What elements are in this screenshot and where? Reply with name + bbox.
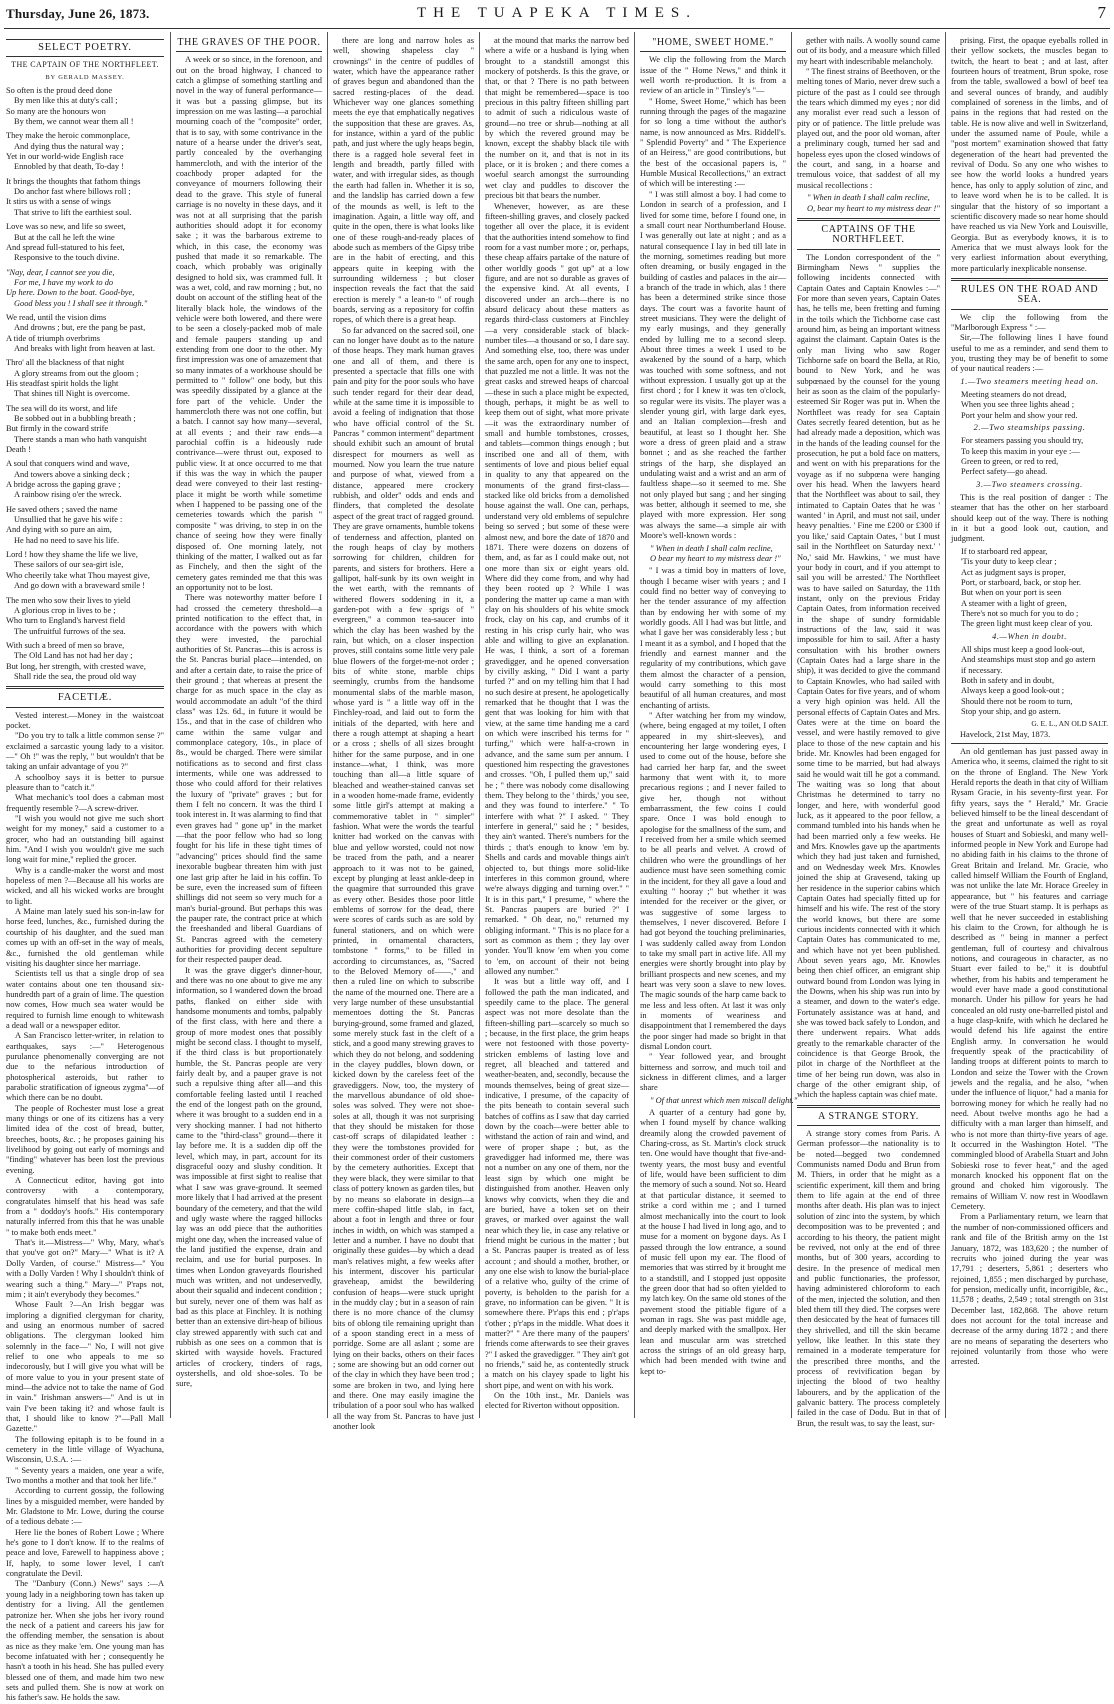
poem-title: THE CAPTAIN OF THE NORTHFLEET. [11, 60, 159, 70]
poem-line: Yet in our world-wide English race [6, 152, 124, 162]
article-paragraph: On the 10th inst., Mr. Daniels was elected for Riverton without opposition. [485, 1391, 629, 1411]
poem-line: A glory streams from out the gloom ; [14, 368, 139, 378]
section-rule [6, 686, 164, 689]
poem-line: We read, until the vision dims [6, 312, 107, 322]
column-5 [640, 36, 798, 1416]
home-sweet-home-title: "HOME, SWEET HOME." [652, 37, 774, 48]
rule-verse-line: Stop your ship, and go astern. [961, 706, 1061, 716]
article-paragraph: From a Parliamentary return, we learn that the number of non-commissioned officers and rank and file of the British army on the 1st January, 1872, was 183,620 ; the number of recruits who joined during the year was 17,791 ; deserters, 5,861 ; deserters who rejoined, 1,855 ; men discharged by purchase, for pension, medically unfit, incorrigible, &c., 11,578 ; deaths, 2,549 ; total strength on 31st December last, 182,868. The above return does not account for the total increase and decrease of the army during 1872 ; and there are no means of separating the deserters who rejoined voluntarily from those who were arrested. [951, 1212, 1108, 1367]
rule-verse-line: if necessary. [961, 665, 1003, 675]
rules-heading: RULES ON THE ROAD AND SEA. [960, 283, 1099, 306]
poem-line: A bridge across the gaping grave ; [6, 480, 121, 490]
masthead [0, 0, 1114, 28]
article-paragraph: " I was a timid boy in matters of love, though I became wiser with years ; and I could find no better way of conveying to her the tender assurance of my affection than by endowing her with some of my worldly goods. All I had was but little, and what I gave her was considerably less ; but I meant it as a symbol, and I hoped that the friendly and earnest manner and the regularity of my contributions, which gave them almost the character of a pension, would carry something to this most beautiful of all human creatures, and most enchanting of artists. [640, 566, 786, 710]
facetiae-paragraph: Vested interest.—Money in the waistcoat pocket. [6, 710, 164, 730]
facetiae-paragraph: A Maine man lately sued his son-in-law for horse feed, lunches, &c., furnished during the courtship of his daughter, and the sued man comes up with an off-set in the way of meals, &c., furnished the old gentleman while visiting his daughter since her marriage. [6, 907, 164, 968]
poem-stanza [6, 641, 164, 682]
rule-verse-line: When you see three lights ahead ; [961, 400, 1075, 410]
column-2 [176, 36, 322, 1416]
article-paragraph: It was but a little way off, and I followed the path the man indicated, and speedily came to the place. The general aspect was not more desolate than the fifteen-shilling part—scarcely so much so ; because, in the first place, the grim heaps were not festooned with those poverty-stricken emblems of lasting love and regret, all bleached and tattered and weather-beaten, and, secondly, because the mounds themselves, being of great size—indicative, I presume, of the capacity of the pits beneath to contain several such batches of coffins as I saw that day carried down by the coach—were better able to withstand the action of rain and wind, and were of proper shape ; but, as the gravedigger had informed me, there was not a number on any one of them, nor the least sign by which one might be distinguished from another. Heaven only knows why convicts, when they die and are buried, have a token set on their graves, or marked over against the wall near which they lie, in case any relative or friend might be curious in the matter ; but a St. Pancras pauper is treated as of less account ; and should a mother, brother, or any one else wish to know the burial-place of a relative who, guilty of the crime of poverty, is beholden to the parish for a grave, no information can be given. " It is somewhere there. P'r'aps this end ; p'r'aps t'other ; p'r'aps in the middle. What does it matter?" " Are there many of the paupers' friends come afterwards to see their graves ?" I asked the gravedigger. " They ain't got no friends," said he, as contentedly struck a match on his clayey spade to light his short pipe, and went on with his work. [485, 977, 629, 1390]
article-paragraph: at the mound that marks the narrow bed where a wife or a husband is lying when brought to a standstill amongst this mockery of potsherds. Is this the grave, or that, or that ? There is no path between that might be remembered—space is too precious in this paltry fifteen shilling part to admit of such a ridiculous waste of ground—no tree or shrub—nothing at all by which the revered ground may be known, except the shabby black tile with the number on it, and that is not in its place, or it is broken ; and there comes a woeful search amongst the surrounding wet clay and puddles to discover the precious bit that bears the number. [485, 36, 629, 201]
poem-line: And towers above a sinking deck ; [14, 469, 130, 479]
rule-verse-line: But when on your port is seen [961, 588, 1062, 598]
poem-line: Death ! [6, 445, 31, 455]
section-rule [951, 309, 1108, 310]
column-1 [6, 36, 164, 1703]
poem-stanza [6, 313, 164, 354]
section-rule [6, 707, 164, 708]
poem-stanza [6, 459, 164, 500]
song-verse-line: O bear my heart to my mistress dear !" [650, 553, 781, 563]
rule-verse-line: Act as judgment says is proper, [961, 567, 1066, 577]
song-verse-block [650, 544, 786, 565]
poem-stanza [6, 131, 164, 172]
quote-verse-line: " Of that unrest which men miscall delight." [650, 1095, 798, 1105]
graves-article-continued [485, 36, 629, 1412]
article-paragraph: A week or so since, in the forenoon, and out on the broad highway, I chanced to catch a glimpse of something startling and novel in the way of funeral performance—it was but a passing glimpse, but its impression on me was lasting—a parochial mourning coach of the "composite" order, that is to say, with some contrivance in the nature of a hearse under the driver's seat, partly concealed by the overhanging hammercloth, and with the interior of the coachbody proper adapted for the conveyance of mourners following their dead to the grave. This style of funeral carriage is no novelty in these days, and it was not at all surprising that the parish authorities should adopt it for economy sake ; it was the barbarous extreme to which, in this case, the economy was pushed that made it so remarkable. The coach, which probably was originally designed to hold six, was crammed full. It was a wet, cold, and raw morning ; but, no doubt on account of the stifling heat of the literally black hole, the windows of the vehicle were both lowered, and there were to be seen a closely-packed mob of male and female paupers standing up and extending from one door to the other. My first impression was one of amazement that so many inmates of a workhouse should be permitted to " follow" one body, but this was speedily dissipated by a glance at the fore part of the vehicle. Under the hammercloth there was not one coffin, but a batch. I cannot say how many—several, at all events ; and their raw ends—a parochial coffin is a hideously rude contrivance—were thrust out, exposed to public view. It at once occurred to me that if this was the way in which the pauper dead were conveyed to their last resting-place it might be worth while sometime when I happened to be passing one of the cemeteries towards which the parish " composite " was driving, to step in on the chance of seeing how they were finally disposed of. One morning lately, not thinking of the matter, I walked out as far as Finchely, and then the sight of the cemetery gates reminded me that this was an opportunity not to be lost. [176, 55, 322, 592]
section-rule [176, 51, 322, 52]
poem-line: But firmly in the coward strife [6, 424, 109, 434]
poem-stanza [6, 404, 164, 456]
song-verse-line: " When in death I shall calm recline, [807, 193, 930, 203]
facetiae-paragraph: The "Danbury (Conn.) News" says :—A young lady in a neighboring town has taken up dentistry for a living. All the gentlemen patronize her. When she jobs her ivory round the neck of a patient and careers his jaw for the offending member, the sensation is about as nice as they make 'em. One young man has become infatuated with her ; consequently he hasn't a tooth in his head. She has pulled every blessed one of them, and made him two new sets and pulled them. She is now at work on his father's saw. He holds the saw. [6, 1579, 164, 1703]
poem-stanza [6, 222, 164, 263]
poem-line: The sea will do its worst, and life [6, 403, 118, 413]
home-sweet-home-continued [797, 36, 940, 214]
poem-stanza [6, 86, 164, 127]
graves-article-body [176, 55, 322, 1389]
poem-line: Shall ride the sea, the proud old way [14, 671, 137, 681]
poem-line: That shines till Night is overcome. [14, 389, 130, 399]
facetiae-heading: FACETIÆ. [57, 692, 113, 704]
rule-verse-line: Both in safety and in doubt, [961, 675, 1055, 685]
song-verse-line: O, bear my heart to my mistress dear !" [807, 203, 940, 213]
column-divider [634, 32, 635, 1418]
quote-verse-block [650, 1095, 798, 1106]
strange-story-body [797, 1129, 940, 1429]
song-verse-block [807, 193, 940, 214]
article-paragraph: " Home, Sweet Home," which has been running through the pages of the magazine for so long a time without the author's name, is now announced as Mrs. Riddell's. " Splendid Poverty" and " The Experience of an Heiress," are good contributions, but the best of the occasional papers is, " Humble Musical Recollections," an extract of which will be interesting :— [640, 96, 786, 189]
poem-line: A soul that conquers wind and wave, [6, 459, 130, 469]
poem-line: Who cheerily take what Thou mayest give, [6, 570, 150, 580]
song-verse-line: " When in death I shall calm recline, [650, 543, 773, 553]
poem-line: Responsive to the touch divine. [14, 253, 120, 263]
section-rule [797, 1125, 940, 1126]
strange-paragraph: A strange story comes from Paris. A German professor—the nationality is to be noted—begged two condemned Communists named Dodu and Brun from M. Thiers, in order that he might as a scientific experiment, kill them and bring them to life again at the end of three months after death. His plan was to inject solution of zinc into the system, by which decomposition was to be prevented ; and according to his theory, the patient might be revived, not only at the end of three months, but of 300 years, according to desire. In the presence of medical men and public functionaries, the professor, having administered chloroform to each of the men, injected the solution, and then bled them till they died. The corpses were then desiccated by the heat of furnaces till they shrivelled, and till the skin became yellow, like leather. In this state they remained in a moderate temperature for the prescribed three months, and the process of revivification began by injecting the blood of two healthy labourers, and by the application of the galvanic battery. The process completely failed in the case of Dodu. But in that of Brun, the result was, to say the least, sur- [797, 1129, 940, 1428]
article-paragraph: Whenever, however, as are these fifteen-shilling graves, and closely packed together all over the place, it is evident that the authorities intend somehow to find room for a vast number more ; or, perhaps, these cheap affairs partake of the nature of other worldly goods " got up" at a low figure, and are not so durable as graves of the expensive kind. At all events, I discovered under an arch—there is no absurd delicacy about these matters as regards third-class customers at Finchley—a very considerable stack of black-number tiles—a thousand or so, I dare say. And something else, too, there was under the same arch, open for any one to inspect, that puzzled me not a little. It was not the great casks and strewed heaps of charcoal—these in such a place might be expected, though, perhaps, it might be as well to keep them out of sight, what more private—it was the extraordinary number of small and humble tombstones, crosses, and tablets—common things enough ; but inscribed one and all of them, with sentiments of love and pious belief equal in quality to any that appeared on the monuments of the grand first-class—stacked like old bricks from a demolished house against the wall. One can, perhaps, understand very old emblems of sepulchre being so served ; but some of these were almost new, and bore the date of 1870 and 1871. There were dozens on dozens of them, and, as far as I could make out, not one more than six or eight years old. Where did they come from, and why had they been rooted up ? While I was pondering the matter up came a man with clay on his shoulders of his white smock frock, clay on his cap, and crumbs of it resting in his crisp curly hair, who was able and willing to give an explanation. He was, I think, a sort of a foreman gravedigger, and he opened conversation by civilly asking, " Did I want a party turfed ?" and on my telling him that I had no such desire at present, he apologetically remarked that he thought that I was the gent that was looking for him with that view, at the same time handing me a card on which were inscribed his terms for " turfing," which were half-a-crown in advance, and the same sum per annum. I questioned him respecting the gravestones and crosses. "Oh, I pulled them up," said he ; " there was nobody come disallowing them. They belong to the ' thirds,' you see, and they was found to interfere." " To interfere with what ?" I asked. " They interfere in general," said he ; " besides, they ain't wanted. There's numbers for the thirds ; that's enough to know 'em by. Shells and cards and movable things ain't objected to, but things more solid-like interferes in this common ground, where we're always digging and turning over." " It is in this part," I presume, " where the St. Pancras paupers are buried ?" I remarked. " Oh dear, no," returned my obliging informant. " This is no place for a sort as common as them ; they lay over yonder. You'll know 'em when you come to 'em, on account of their not being allowed any number." [485, 201, 629, 976]
strange-story-heading: A STRANGE STORY. [818, 1110, 919, 1122]
article-paragraph: " Year followed year, and brought bitterness and sorrow, and much toil and sickness in different climes, and a larger share [640, 1052, 786, 1093]
poem-line: For me, I have my work to do [14, 277, 114, 287]
poem-stanza [6, 550, 164, 591]
column-divider [170, 32, 171, 1418]
facetiae-paragraph: Here lie the bones of Robert Lowe ; Where he's gone to I don't know. If to the realms of peace and love, Farewell to happiness above ; If, haply, to some lower level, I can't congratulate the Devil. [6, 1527, 164, 1579]
poem-line: So often is the proud deed done [6, 86, 113, 96]
poem-line: The Old Land has not had her day ; [14, 651, 133, 661]
rule-intro-paragraph: This is the real position of danger : The steamer that has the other on her starboard should keep out of the way. There is nothing in it but a good look out, caution, and judgment. [951, 493, 1108, 544]
rule-verse-line: To keep this maxim in your eye :— [961, 446, 1080, 456]
poem-line: With such a breed of men so brave, [6, 640, 125, 650]
facetiae-paragraph: According to current gossip, the following lines by a misguided member, were handed by Mr. Gladstone to Mr. Lowe, during the course of a tedious debate :— [6, 1486, 164, 1527]
rule-verse-line: Green to green, or red to red, [961, 457, 1059, 467]
column-divider [791, 32, 792, 1418]
section-rule [951, 278, 1108, 281]
facetiae-body [6, 711, 164, 1704]
poem-line: There stands a man who hath vanquisht [14, 434, 147, 444]
poem-line: He had no need to save his life. [14, 535, 120, 545]
rule-subheading: 3.—Two steamers crossing. [976, 479, 1083, 489]
rule-verse-line: The green light must keep clear of you. [961, 619, 1093, 629]
rule-subheading: 1.—Two steamers meeting head on. [960, 376, 1099, 386]
section-rule [797, 218, 940, 221]
poem-line: "Nay, dear, I cannot see you die, [6, 267, 115, 277]
article-paragraph: " The finest strains of Beethoven, or the melting tones of Mario, never drew such a picture of the past as I could see through the tears which dimmed my eyes ; nor did any moralist ever read such a lesson of pity or of patience. The little prelude was played out, and the poor old woman, after a preliminary cough, turned her sad and hopeless eyes upon the closed windows of the court, and sang, in a hoarse and tremulous voice, that saddest of all my musical recollections : [797, 67, 940, 190]
facetiae-paragraph: The people of Rochester must lose a great many things or one of its citizens has a very limited idea of the cost of bread, butter, breeches, boots, &c. ; he proposes gaining his livelihood by going out early of mornings and "finding" whatever has been lost the previous evening. [6, 1103, 164, 1175]
poem-line: It brings the thoughts that fathom things [6, 176, 141, 186]
poem-line: Do anchor fast where billows roll ; [14, 187, 131, 197]
article-paragraph: We clip the following from the March issue of the " Home News," and think it well worth re-production. It is from a review of an article in " Tinsley's "— [640, 55, 786, 96]
section-rule [6, 39, 164, 40]
poem-line: Thro' all the blackness of that night [6, 358, 125, 368]
poem-line: Unsullied that he gave his wife : [14, 515, 123, 525]
rule-verse-line: Always keep a good look-out ; [961, 686, 1065, 696]
rule-verse-block [961, 436, 1108, 477]
poem-line: Good bless you ! I shall see it through." [14, 298, 148, 308]
rule-verse-line: A steamer with a light of green, [961, 598, 1067, 608]
strange-story-continued [951, 36, 1108, 274]
rules-intro-paragraph: Sir,—The following lines I have found useful to me as a reminder, and send them to you, trusting they may be of benefit to some of your nautical readers :— [951, 333, 1108, 374]
poem-line: Lord ! how they shame the life we live, [6, 550, 138, 560]
poem-line: And breaks with light from heaven at last. [14, 343, 155, 353]
rule-verse-line: For steamers passing you should try, [961, 436, 1084, 446]
captains-paragraph: The London correspondent of the " Birmingham News " supplies the following incidents connected with Captain Oates and Captain Knowles :—" For more than seven years, Captain Oates has, he tells me, been fretting and fuming in the toils which the Tichborne case cast around him, as being an important witness against the claimant. Captain Oates is the only man living who saw Roger Tichborne safe on board the Bella, at Rio, bound to New York, and he was subpœnaed by the counsel for the young heir as soon as the claim of the popularly-esteemed Sir Roger was put in. When the Northfleet was ready for sea Captain Oates secretly feared detention, but as he had already made a deposition, which was in the hands of the leading counsel for the prosecution, he put a bold face on matters, and went on with his preparations for the voyage as if no subpœna were hanging over his head. When the lawyers heard that the Northfleet was about to sail, they intimated to Captain Oates that he was ' wanted ' in April, and must not sail, under heavy penalties. ' Fine me £200 or £300 if you like,' said Captain Oates, ' but I must sail in the Northfleet on Saturday next.' ' No,' said Mr. Hawkins, ' we must have your body in court, and if you attempt to sail you will be arrested.' The Northfleet was to have sailed on Saturday, the 11th instant, only on the previous Friday Captain Oates, from information received in the shape of sundry formidable instructions of the law, said it was impossible for him to sail. After a hasty consultation with his brother owners (Captain Oates had a large share in the ship), it was decided to give the command to Captain Knowles, who had sailed with Captain Oates for five years, and of whom a very high opinion was held. All the personal effects of Captain Oates and Mrs. Oates were at the time on board the vessel, and were hastily removed to give place to those of the new captain and his bride. Mr. Knowles had been engaged for some time to be married, but had always said he would wait till he got a command. The waiting was so long that about Christmas he determined to tarry no longer, and here, with wonderful good luck, as it appeared to the poor fellow, a command tumbled into his hands when he had been married only a few weeks. He and Mrs. Knowles gave up the apartments which they had just taken and furnished, and on Wednesday week Mrs. Knowles joined the ship at Gravesend, taking up her residence in the superior cabins which Captain Oates had specially fitted up for himself and his wife. The rest of the story the world knows, but there are some curious incidents connected with it which Captain Oates has communicated to me, and which have not yet been published. About seven years ago, Mr. Knowles being then chief officer, an emigrant ship outward bound from London was lying in the Downs, when his ship was run into by a steamer, and down to the water's edge. Fortunately assistance was at hand, and she was towed back safely to London, and there underwent repairs. What adds greatly to the remarkable character of the coincidence is that George Brook, the pilot in charge of the Northfleet at the time of her being run down, was also in charge of the other emigrant ship, of which the hapless captain was chief mate. [797, 252, 940, 1100]
page-number: 7 [1097, 3, 1106, 22]
rule-verse-line: Port, or starboard, back, or stop her. [961, 577, 1082, 587]
column-6 [797, 36, 940, 1428]
poem-line: By men like this at duty's call ; [14, 96, 118, 106]
facetiae-paragraph: That's it.—Mistress—" Why, Mary, what's that you've got on?" Mary—" What is it? A Dolly Varden, of course." Mistress—" You with a Dolly Varden ! Why I shouldn't think of wearing such a thing." Mary—" P'raps not, mim ; it ain't everybody they becomes." [6, 1238, 164, 1299]
rule-verse-line: If to starboard red appear, [961, 546, 1048, 556]
header-rule [4, 28, 1110, 29]
facetiae-paragraph: Why is a candle-maker the worst and most hopeless of men ?—Because all his works are wicked, and all his wicked works are brought to light. [6, 865, 164, 906]
column-7 [951, 36, 1108, 1416]
column-4 [485, 36, 629, 1416]
dateline: Havelock, 21st May, 1873. [960, 729, 1051, 739]
poem-line: They make the heroic commonplace, [6, 131, 130, 141]
poem-line: Up here. Down to the boat. Good-bye, [6, 288, 135, 298]
poem-line: So many are the honours won [6, 106, 106, 116]
poem-line: These sailors of our sea-girt isle, [14, 560, 124, 570]
signature: G. E. L., AN OLD SALT. [1031, 719, 1108, 729]
article-paragraph: A quarter of a century had gone by, when I found myself by chance walking dreamily along the crowded pavement of Charing-cross, as St. Martin's clock struck ten. One would have thought that five-and-twenty years, the most busy and eventful of life, would have been sufficient to dim the memory of such a sound. Not so. Heard at that particular distance, it seemed to strike a cord within me ; and I turned almost mechanically into the court to look at the house I had lived in long ago, and to muse for a moment on bygone days. As I passed through the low entrance, a sound of music fell upon my ear. The flood of memories that was stirred by it brought me to a standstill, and I stopped just opposite the green door that had so often yielded to my latch key. On the same old stones of the pavement stood the pitiable figure of a woman in rags. She was past middle age, and deeply marked with the smallpox. Her lean and muscular arm was stretched across the strings of an old greasy harp, which had been mended with twine and kept to- [640, 1108, 786, 1376]
poem-line: It stirs us with a sense of wings [6, 197, 111, 207]
poem-line: Who turn to England's harvest field [6, 616, 125, 626]
article-paragraph: " After watching her from my window, (where, being engaged at my toilet, I often appeared in my shirt-sleeves), and encountering her large wondering eyes, I used to come out of the house, before she had carried her harp far, and the sweet harmony that went with it, to more precarious regions ; and I never failed to give her, though not without embarrassment, the few coins I could spare. Once I was bold enough to apologise for the smallness of the sum, and I received from her a smile which seemed to be all pearls and velvet. A crowd of children who were the groundlings of her audience must have seen something comic in the incident, for they all gave a loud and exulting " hooray ;" but whether it was intended for the receiver or the giver, or was suggestive of some largess to themselves, I never discovered. Before I had got beyond the touching preliminaries, I was suddenly called away from London to take my small part in active life. All my energies were shortly brought into play by brilliant prospects and new scenes, and my heart was very soon a slave to new loves. The magic sounds of the harp came back to me less and less often. At last it was only in moments of weariness and disappointment that I remembered the days the poor singer had made so bright in that dismal London court. [640, 711, 786, 1051]
captains-body [797, 253, 940, 1101]
poem-line: By them, we cannot wear them all ! [14, 117, 134, 127]
rules-body [951, 313, 1108, 740]
poem-line: And go down with a braveward smile ! [14, 581, 145, 591]
graves-article-continued [333, 36, 474, 1432]
rule-verse-block [961, 547, 1108, 630]
graves-article-title: THE GRAVES OF THE POOR. [177, 37, 321, 48]
home-sweet-home-body [640, 55, 798, 1377]
article-paragraph: So far advanced on the sacred soil, one can no longer have doubt as to the nature of those heaps. They mark human graves one and all of them, and there is presented a spectacle that fills one with pain and pity for the poor souls who have such tender regard for their dear dead, while at the same time it is impossible to avoid a feeling of indignation that those who have official control of the St. Pancras " common interment" department should exhibit such an amount of brutal disrespect for mourners as well as mourned. Now you learn the true nature and purpose of what, viewed from a distance, appeared mere crockery rubbish, and older" odds and ends and flinders, that completed the desolate aspect of the great tract of ragged ground. They are grave ornaments, humble tokens of tenderness and affection, planted on the rough heaps of clay by mothers sorrowing for children, children for parents, and sisters for brothers. Here a gallipot, half-sunk by its own weight in the wet earth, with the remnants of withered flowers soddening in it, a garden-pot with a few sprigs of " evergreen," a common tea-saucer into which the clay has been washed by the rain, but which, on a closer inspection proves, still contains some little very pale blue flowers of the forget-me-not order ; bits of white stone, marble chips seemingly, crumbs from the handsome monumental slabs of the marble mason, whose yard is " a little way off in the Finchley-road, and laid out to form the initials of the departed, with here and there a rough attempt at shaping a heart or a cross ; shells of all sizes brought hither for the same purpose, and in one instance—what, I think, was more touching than all—a little square of bleached and weather-stained canvas set in a wooden home-made frame, evidently some little girl's attempt at making a commemorative tablet in " simpler" fashion. What were the words the tearful knitter had worked on the canvas with blue and yellow worsted, could not now be traced from the path, and a nearer approach to it was not to be gained, except by plunging at least ankle-deep in the quagmire that surrounded this grave as every other. Besides those poor little emblems of sorrow for the dead, there were scores of cards such as are sold by funeral stationers, and on which were printed, in ornamental characters, tombstone " forms," to be filled in according to circumstances, as, "Sacred to the Beloved Memory of——," and then a ruled line on which to subscribe the name of the mourned one. There are a very large number of these unsubstantial mementoes dotting the St. Pancras burying-ground, some framed and glazed, some merely stuck fast in the cleft of a stick, and a good many strewing graves to which they do not belong, and soddening in the clayey puddles, blown down, or kicked down by the careless feet of the gravediggers. Now, too, the mystery of the marvellous abundance of old shoe-soles was solved. They were not shoe-soles at all, though it was not surprising that they should be mistaken for those cast-off scraps of dilapidated leather : they were the tombstones provided for their commonest order of their customers by the cemetery authorities. Except that they were black, they were similar to that class of pottery known as garden tiles, but by no means so elaborate in design—a mere coffin-shaped little slab, in fact, about a foot in length and three or four inches in width, on which was stamped a letter and a number. I have no doubt that originally these guides—by which a dead man's relatives might, a few weeks after his interment, discover his particular graveheap, amidst the bewildering confusion of heaps—were stuck upright in the muddy clay ; but in a season of rain there is no more chance of the clumsy bits of oblong tile remaining upright than of a spoon standing erect in a mess of porridge. Some are all aslant ; some are lying on their backs, others on their faces ; some are showing but an odd corner out of the clay in which they have been trod ; some are broken in two, and lying here and there. One may easily imagine the tribulation of a poor soul who has walked all the way from St. Pancras to have just another look [333, 325, 474, 1432]
poem-stanza [6, 177, 164, 218]
poem-line: But long, her strength, with crested wave, [6, 661, 146, 671]
old-gentleman-body [951, 747, 1108, 1368]
rule-subheading: 2.—Two steamships passing. [973, 423, 1086, 433]
poem-line: His steadfast spirit holds the light [6, 378, 119, 388]
rule-verse-line: Perfect safety—go ahead. [961, 467, 1048, 477]
column-3 [333, 36, 474, 1432]
poem-line: And drowns ; but, ere the pang be past, [14, 323, 146, 333]
section-rule [640, 51, 786, 52]
column-divider [327, 32, 328, 1418]
poem-line: And spread full-statured to his feet, [6, 242, 125, 252]
poem-body [6, 86, 164, 682]
poem-line: But at the call he left the wine [14, 232, 115, 242]
facetiae-paragraph: Scientists tell us that a single drop of sea water contains about one ten thousand six-hundredth part of a grain of lime. The question now comes, How much sea water would be required to furnish lime enough to whitewash a dead wall or a newspaper editor. [6, 969, 164, 1030]
rule-verse-block [961, 390, 1108, 421]
newspaper-title: THE TUAPEKA TIMES. [416, 5, 698, 21]
rule-verse-line: And steamships must stop and go astern [961, 655, 1096, 665]
rule-verse-block [961, 645, 1108, 717]
article-paragraph: gether with nails. A woolly sound came out of its body, and a measure which filled my heart with indescribable melancholy. [797, 36, 940, 66]
article-paragraph: prising. First, the opaque eyeballs rolled in their yellow sockets, the muscles began to twitch, the heart to beat ; and at last, after fourteen hours of treatment, Brun spoke, rose from the table, swallowed a bowl of beef tea and several ounces of brandy, and audibly complained of soreness in the limbs, and of pains in the regions that had rested on the table. He is now alive and well in Switzerland, under the assumed name of Poule, while a "post mortem" examination showed that fatty degeneration of the heart had prevented the revival of Dodu. So any one who wishes to see how the world looks a hundred years hence, has only to apply solution of zinc, and to leave word when he is to be called. It is singular that the history of so important a scientific discovery made so near home should have reached us via New York and Louisville, Georgia. But as everybody knows, it is to America that we must always look for the very earliest information about everything, more particularly inexplicable nonsense. [951, 36, 1108, 273]
rules-intro-paragraph: We clip the following from the "Marlborough Express " :— [951, 312, 1108, 332]
section-rule [951, 743, 1108, 744]
poem-line: That strive to lift the earthiest soul. [14, 207, 132, 217]
facetiae-paragraph: A Connecticut editor, having got into controversy with a contemporary, congratulates himself that his head was safe from a " doddoy's hoofs." His contemporary naturally inferred from this that he was unable " to make both ends meet." [6, 1176, 164, 1237]
facetiae-paragraph: "I wish you would not give me such short weight for my money," said a customer to a grocer, who had an outstanding bill against him. "And I wish you wouldn't give me such long wait for mine," replied the grocer. [6, 814, 164, 865]
captains-heading: CAPTAINS OF THE NORTHFLEET. [821, 223, 916, 246]
poem-line: The men who sow their lives to yield [6, 595, 131, 605]
column-divider [945, 32, 946, 1418]
article-paragraph: " I was still almost a boy. I had come to London in search of a profession, and I lived for some time, before I found one, in a small court near Northumberland House. I was generally out late at night ; and as a natural consequence I lay in bed till late in the morning, sometimes reading but more often dreaming, or busily engaged in the building of castles and palaces in the air—a branch of the trade in which, alas ! there has been a determined strike since those days. The court was a favorite haunt of street musicians. They were the delight of my early musings, and they generally ended by lulling me to a second sleep. About three times a week I used to be awakened by the sound of a harp, which was touched with some softness, and not without expression. I usually got up at the first chord ; for I knew it was ten o'clock, so regular were its visits. The player was a slender young girl, with large dark eyes, and an Italian complexion—fresh and beautiful, at least so I thought her. She wore a dress of green plaid and a straw bonnet ; and as she reached the farther strings of the harp, she displayed an undulating waist and a wrist and an arm of faultless shape—so it seemed to me. She not only played but sang ; and her singing was better, although it seemed to me, she played with more expression. Her song was always the same—a simple air with Moore's well-known words : [640, 189, 786, 541]
rule-verse-line: 'Tis your duty to keep clear ; [961, 557, 1057, 567]
article-paragraph: It was the grave digger's dinner-hour, and there was no one about to give me any information, so I wandered down the broad paths, flanked on either side with handsome monuments and tombs, palpably of the first class, with here and there a group of more modest ones that possibly might be second class. I thought to myself, if the third class is but proportionately humble, the St. Pancras people are very fairly dealt by, and a pauper grave is not such a repulsive thing after all—and this comfortable feeling lasted until I reached the end of the longest path on the ground, where it was brought to a sudden end in a very shocking manner. I had not hitherto came to the "third-class" ground—there it lay before me. It is a sudden dip off the level, which may, in part, account for its disgraceful oozy and slushy condition. It was impossible at first sight to realise that what I saw was grave-ground. It seemed more likely that I had arrived at the present boundary of the cemetery, and that the wild and ugly waste where the ragged hillocks lay was an odd piece that the authorities might one day, when the increased value of the land justified the expense, drain and reclaim, and use for burial purposes. In times when London graveyards flourished much was written, and not undeservedly, about their squalid and indecent condition ; but surely, never one of them was half as bad as this place at Finchley. It is nothing better than an extensive dirt-heap of bilious clay strewed apparently with such cat and rubbish as one sees on a common that is skirted with wayside hovels. Fractured articles of crockery, tinders of rags, oystershells, and old shoe-soles. To be sure, [176, 965, 322, 1389]
poem-line: A rainbow rising o'er the wreck. [14, 490, 122, 500]
poem-stanza [6, 596, 164, 637]
section-rule [797, 1105, 940, 1108]
poem-line: A tide of triumph overbrims [6, 333, 100, 343]
poem-line: And dying thus the natural way ; [14, 141, 124, 151]
section-rule [6, 56, 164, 57]
poem-line: He saved others ; saved the name [6, 504, 118, 514]
column-divider [479, 32, 480, 1418]
select-poetry-heading: SELECT POETRY. [38, 42, 132, 53]
issue-date: Thursday, June 26, 1873. [6, 6, 150, 21]
facetiae-paragraph: A schoolboy says it is better to pursue pleasure than to "catch it." [6, 772, 164, 792]
facetiae-paragraph: "Do you try to talk a little common sense ?" exclaimed a sarcastic young lady to a visitor.—" Oh !" was the reply, " but wouldn't that be taking an unfair advantage of you ?" [6, 731, 164, 772]
poem-line: Ennobled by that death, To-day ! [14, 162, 124, 172]
poem-author: BY GERALD MASSEY. [45, 73, 125, 81]
facetiae-paragraph: " Seventy years a maiden, one year a wife, Two months a mother and that took her life." [6, 1465, 164, 1486]
poem-stanza [6, 268, 164, 309]
rule-verse-line: There's not so much for you to do ; [961, 608, 1079, 618]
facetiae-paragraph: Whose Fault ?—An Irish beggar was imploring a dignified clergyman for charity, and using an enormous number of sacred obligations. The clergyman looked him solemnly in the face—" No, I will not give relief to one who appeals to me so indecorously, but I will give you what will be of more value to you in your present state of mind—the advice not to take the name of God in vain." Irishman answers—" And is ut in vain I've been taking it? and whose fault is that, I should like to know ?"—Pall Mall Gazette." [6, 1300, 164, 1434]
facetiae-paragraph: A San Francisco letter-writer, in relation to earthquakes, says :—" Heterogenous purulance phenomenally converging are not due to the nefarious introduction of photospherical asteroids, but rather to parabolic stratification of igneous zygma"—of which there can be no doubt. [6, 1031, 164, 1103]
poem-line: Love was so new, and life so sweet, [6, 222, 126, 232]
poem-stanza [6, 505, 164, 546]
rule-verse-line: Meeting steamers do not dread, [961, 390, 1067, 399]
rule-subheading: 4.—When in doubt. [992, 631, 1067, 641]
article-paragraph: there are long and narrow holes as well, showing shapeless clay " crownings" in the centre of puddles of water, which have the appearance rather of graves begun and abandoned than the sacred resting-places of the dead. Whichever way one glances something meets the eye that emphatically negatives the supposition that these are graves. As, for instance, within a yard of the public path, and just where the ugly heaps begin, there is a ragged hole several feet in length and breadth, partly filled with water, and with irregular sides, as though the earth had fallen in. Whether it is so, and the landslip has carried down a few of the mounds as well, is left to the imagination. Again, a little way off, and quite in the open, there is what looks like one of these rough-and-ready places of abode such as members of the Gipsy tribe are in the habit of erecting, and this appears quite in keeping with the surrounding wilderness ; but closer inspection reveals the fact that the said erection is merely " a lean-to " of rough boards, serving as a repository for coffin ropes, of which there is a great heap. [333, 36, 474, 325]
rule-verse-line: Port your helm and show your red. [961, 410, 1078, 420]
poem-line: Be sobbed out in a bubbling breath ; [14, 414, 136, 423]
poem-line: The unfruitful furrows of the sea. [14, 626, 126, 636]
article-paragraph: There was noteworthy matter before I had crossed the cemetery threshold—a printed notification to the effect that, in accordance with the powers with which they were invested, the parochial authorities of St. Pancras—this is across is the St. Pancras burial place—intended, on and after a certain date, to raise the price of their ground ; that whereas at present the charge for as much space in the clay as would accommodate an adult "of the third class" was 12s. 6d., in future it would be 15s., and that in the case of children who came within the same vulgar and commonplace category, 10s., in place of 8s., would be charged. There were similar notifications as to second and first class interments, while one was addressed to those who could afford for their relatives the luxury of "private" graves ; but for them I felt no concern. It was the third I took interest in. It was alarming to find that even graves had " gone up" in the market—that the poor fellow who had so long fought for his life in these tight times of "advancing" prices should find the same inexorable bugbear threaten him with just one last grip after he laid in his coffin. To be sure, even the increased sum of fifteen shillings did not seem so very much for a man's burial-ground. But perhaps this was the pauper rate, the contract price at which the freeshanded and liberal Guardians of St. Pancras agreed with the cemetery authorities for providing decent sepulture for their respected pauper dead. [176, 593, 322, 965]
facetiae-paragraph: What mechanic's tool does a cabman most frequently resemble ?—A screw-driver. [6, 793, 164, 813]
poem-line: A glorious crop in lives to be ; [14, 605, 116, 615]
section-rule [797, 249, 940, 250]
rule-verse-line: Should there not be room to turn, [961, 696, 1073, 706]
poem-stanza [6, 358, 164, 399]
rule-verse-line: All ships must keep a good look-out, [961, 644, 1085, 654]
article-paragraph: An old gentleman has just passed away in America who, it seems, claimed the right to sit on the throne of England. The New York Herald reports the death in that city of William Rysam Gracie, in his seventy-first year. For fifty years, says the " Herald," Mr. Gracie believed himself to be the lineal descendant of the great and unfortunate as well as royal houses of Stuart and Sobieski, and many well-informed people in New York and Europe had no abiding faith in his claims to the throne of Great Britain and Ireland. Mr. Gracie, who called himself William the Fourth of England, was not unlike the late Mr. Horace Greeley in appearance, but " his features and carriage were of the true Stuart stamp. It is perhaps as well that he never succeeded in establishing his claim to the Crown, for although he is described as " being in manner a perfect gentleman, full of courtesy and chivalrous notions, and courageous in character, as no Stuart ever failed to be," it is doubtful whether, from his habits and temperament he would ever have made a good constitutional monarch. Under his pillow for years he had concealed an old rusty one-barrelled pistol and a huge clasp-knife, with which he declared he would defend his life against the entire English army. In conversation he would frequently speak of the practicability of landing troops at different points to march to London and seize the Tower with the Crown jewels and the regalia, and he also, "when under the influence of liquor," had a mania for borrowing money for which he really had no need. About twelve months ago he had a difficulty with a man larger than himself, and who is not more than thirty-five years of age. It occurred in the Washington Hotel. "The commingled blood of Arabella Stuart and John Sobieski rose to fever heat," and the aged monarch knocked his opponent flat on the ground and choked him vigorously. The remains of William V. now rest in Woodlawn Cemetery. [951, 747, 1108, 1212]
poem-line: And dying with so pure an aim, [6, 525, 112, 535]
facetiae-paragraph: The following epitaph is to be found in a cemetery in the little village of Wyachuna, Wisconsin, U.S.A. :— [6, 1434, 164, 1465]
